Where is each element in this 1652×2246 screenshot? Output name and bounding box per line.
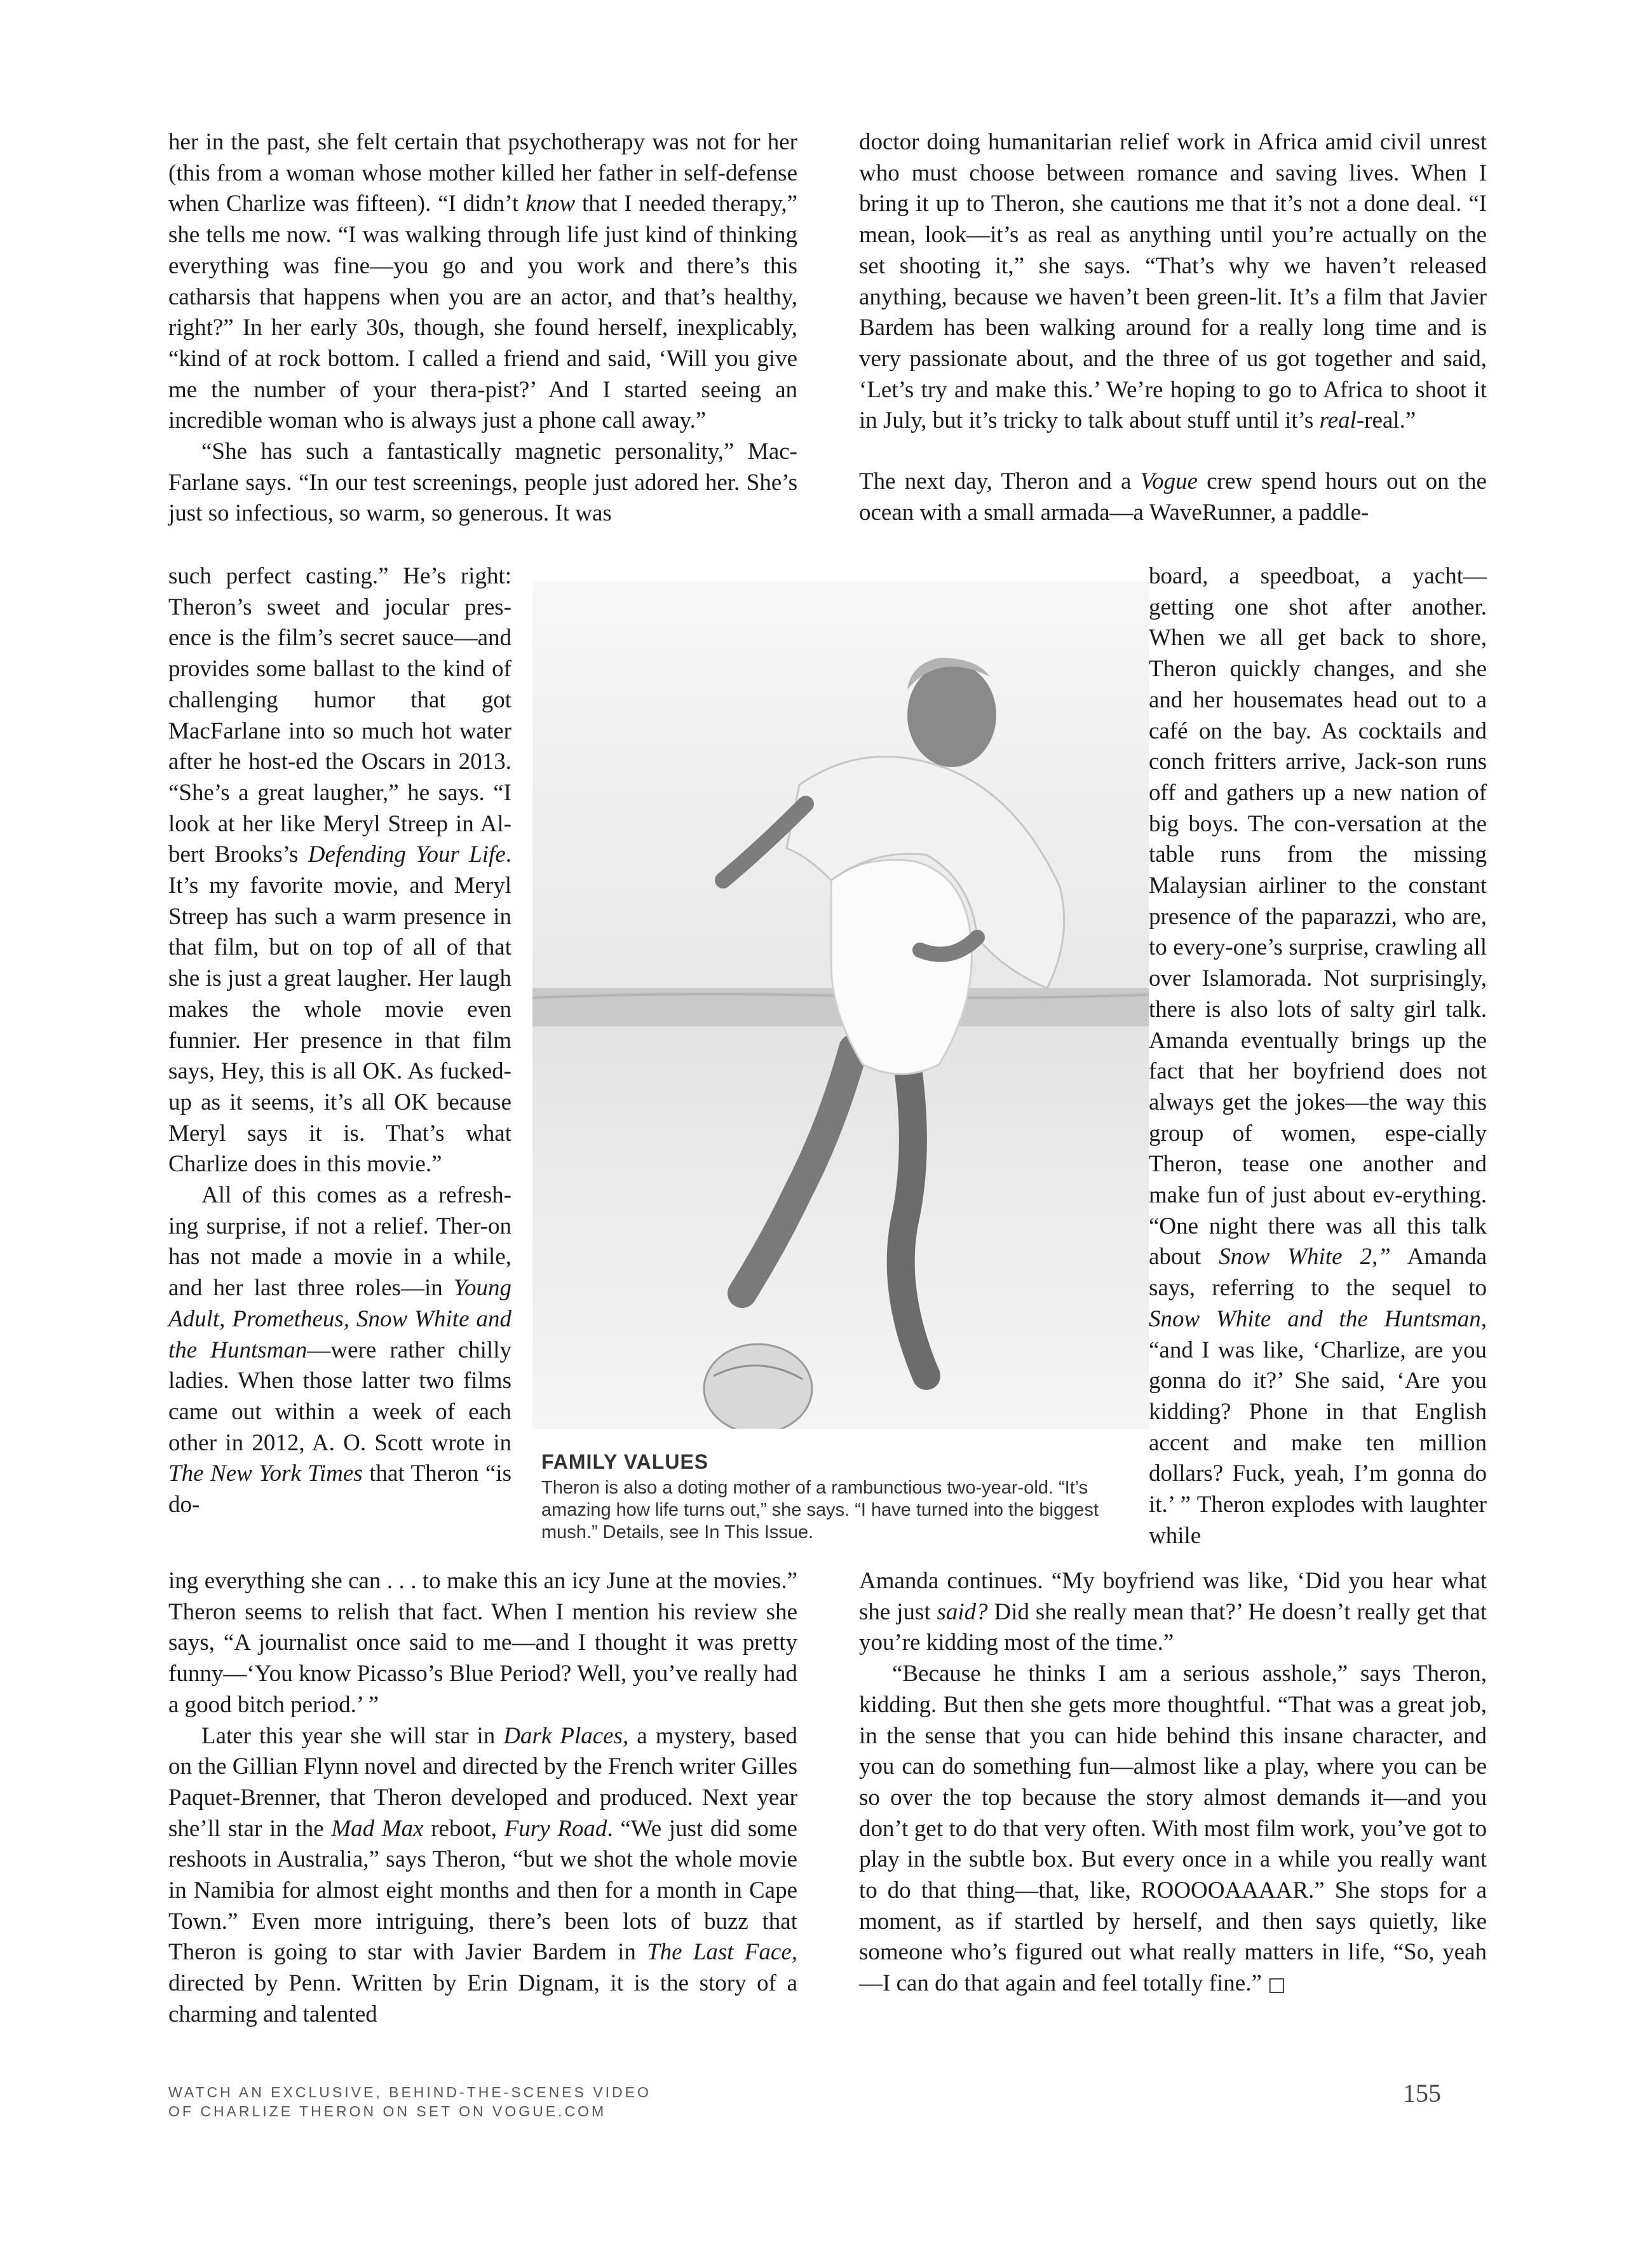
right-narrow-paragraph-1: board, a speedboat, a yacht—getting one shot after another. When we all get back to shore, Theron quickly changes, and she and her housemates head out to a café on the bay. As cocktails and conch fritters arrive, Jack-son runs off and gathers up a new nation of big boys. The con-versation at the table runs from the missing Malaysian airliner to the constant presence of the paparazzi, who are, to every-one’s surprise, crawling all over Islamorada. Not surprisingly, there is also lots of salty girl talk. Amanda eventually brings up the fact that her boyfriend does not always get the jokes—the way this group of women, espe-cially Theron, tease one another and make fun of just about ev-erything. “One night there was all this talk about Snow White 2,” Amanda says, referring to the sequel to Snow White and the Huntsman, “and I was like, ‘Charlize, are you gonna do it?’ She said, ‘Are you kidding? Phone in that English accent and make ten million dollars? Fuck, yeah, I’m gonna do it.’ ” Theron explodes with laughter while xyxy=(1149,563,1487,1549)
page-number: 155 xyxy=(1403,2079,1441,2107)
right-bottom-paragraph-2: “Because he thinks I am a serious asshole,” says Theron, kidding. But then she gets more thoughtful. “That was a great job, in the sense that you can hide behind this insane character, and you can do something fun—almost like a play, where you can be so over the top because the story almost demands it—and you don’t get to do that very often. With most film work, you’ve got to play in the subtle box. But every once in a while you really want to do that thing—that, like, ROOOOAAAAR.” She stops for a moment, as if startled by herself, and then says quietly, like someone who’s figured out what really matters in life, “So, yeah—I can do that again and feel totally fine.” □ xyxy=(859,1661,1487,1997)
left-bottom-paragraph-2: Later this year she will star in Dark Places, a mystery, based on the Gillian Flynn novel and directed by the French writer Gilles Paquet-Brenner, that Theron developed and produced. Next year she’ll star in the Mad Max reboot, Fury Road. “We just did some reshoots in Australia,” says Theron, “but we shot the whole movie in Namibia for almost eight months and then for a month in Cape Town.” Even more intriguing, there’s been lots of buzz that Theron is going to star with Javier Bardem in The Last Face, directed by Penn. Written by Erin Dignam, it is the story of a charming and talented xyxy=(168,1722,798,2027)
footer-promo-line-1: WATCH AN EXCLUSIVE, BEHIND-THE-SCENES VIDEO xyxy=(168,2084,651,2100)
left-narrow-paragraph-2: All of this comes as a refresh-ing surprise, if not a relief. Ther-on has not made a movie in a while, and her last three roles—in Young Adult, Prometheus, Snow White and the Huntsman—were rather chilly ladies. When those latter two films came out within a week of each other in 2012, A. O. Scott wrote in The New York Times that Theron “is do- xyxy=(168,1182,511,1518)
caption-title: FAMILY VALUES xyxy=(541,1450,709,1473)
end-mark-icon: □ xyxy=(1268,1973,1286,1996)
feature-photo xyxy=(532,582,1149,1429)
right-column-bottom xyxy=(859,1566,1487,2001)
right-column-narrow xyxy=(1149,561,1487,1552)
left-paragraph-2: “She has such a fantastically magnetic personality,” Mac-Farlane says. “In our test screenings, people just adored her. She’s just so infectious, so warm, so generous. It was xyxy=(168,439,797,527)
left-paragraph-1: her in the past, she felt certain that psychotherapy was not for her (this from a woman whose mother killed her father in self-defense when Charlize was fifteen). “I didn’t know that I needed therapy,” she tells me now. “I was walking through life just kind of thinking everything was fine—you go and you work and there’s this catharsis that happens when you are an actor, and that’s healthy, right?” In her early 30s, though, she found herself, inexplicably, “kind of at rock bottom. I called a friend and said, ‘Will you give me the number of your thera-pist?’ And I started seeing an incredible woman who is always just a phone call away.” xyxy=(168,129,797,434)
right-column-top xyxy=(859,127,1487,528)
photo-caption xyxy=(541,1449,1113,1544)
left-bottom-paragraph-1: ing everything she can . . . to make this an icy June at the movies.” Theron seems to relish that fact. When I mention his review she says, “A journalist once said to me—and I thought it was pretty funny—‘You know Picasso’s Blue Period? Well, you’ve really had a good bitch period.’ ” xyxy=(168,1568,797,1718)
right-paragraph-2: The next day, Theron and a Vogue crew spend hours out on the ocean with a small armada—a WaveRunner, a paddle- xyxy=(859,468,1487,526)
right-bottom-paragraph-1: Amanda continues. “My boyfriend was like, ‘Did you hear what she just said? Did she really mean that?’ He doesn’t really get that you’re kidding most of the time.” xyxy=(859,1568,1487,1656)
beach-figure-illustration xyxy=(532,582,1149,1429)
footer-promo-line-2: OF CHARLIZE THERON ON SET ON VOGUE.COM xyxy=(168,2103,607,2120)
right-paragraph-1: doctor doing humanitarian relief work in Africa amid civil unrest who must choose between romance and saving lives. When I bring it up to Theron, she cautions me that it’s not a done deal. “I mean, look—it’s as real as anything until you’re actually on the set shooting it,” she says. “That’s why we haven’t released anything, because we haven’t been green-lit. It’s a film that Javier Bardem has been walking around for a really long time and is very passionate about, and the three of us got together and said, ‘Let’s try and make this.’ We’re hoping to go to Africa to shoot it in July, but it’s tricky to talk about stuff until it’s real-real.” xyxy=(859,129,1487,434)
left-column-bottom xyxy=(168,1566,797,2031)
footer-promo xyxy=(168,2083,651,2121)
left-narrow-paragraph-1: such perfect casting.” He’s right: Theron’s sweet and jocular pres-ence is the film’s secret sauce—and provides some ballast to the kind of challenging humor that got MacFarlane into so much hot water after he host-ed the Oscars in 2013. “She’s a great laugher,” he says. “I look at her like Meryl Streep in Al-bert Brooks’s Defending Your Life. It’s my favorite movie, and Meryl Streep has such a warm presence in that film, but on top of all of that she is just a great laugher. Her laugh makes the whole movie even funnier. Her presence in that film says, Hey, this is all OK. As fucked-up as it seems, it’s all OK because Meryl says it is. That’s what Charlize does in this movie.” xyxy=(168,563,511,1178)
left-column-top xyxy=(168,127,797,529)
caption-text: Theron is also a doting mother of a rambunctious two-year-old. “It’s amazing how life turns out,” she says. “I have turned into the biggest mush.” Details, see In This Issue. xyxy=(541,1478,1099,1542)
left-column-narrow xyxy=(168,561,511,1521)
